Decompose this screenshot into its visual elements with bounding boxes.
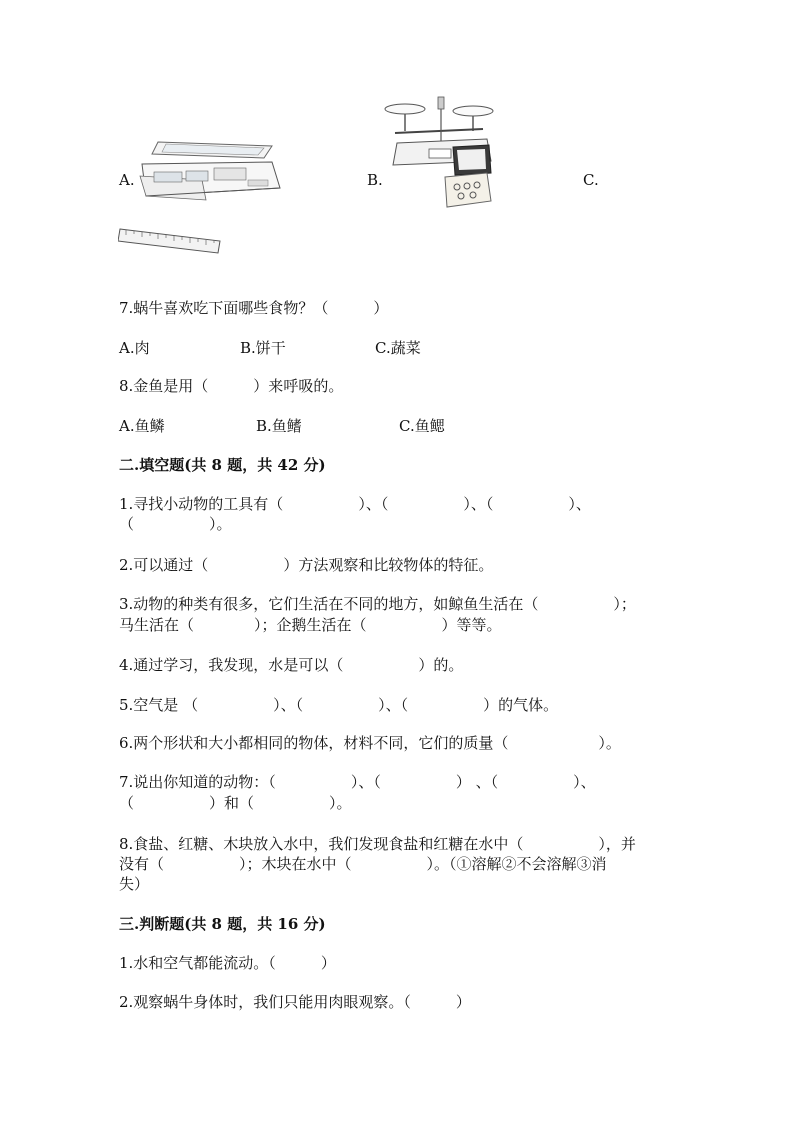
electronic-scale-icon (136, 136, 282, 206)
fill-q1-line2: （ ）。 (119, 515, 232, 533)
question-8-stem: 8.金鱼是用（ ）来呼吸的。 (119, 377, 344, 395)
fill-q7-line1: 7.说出你知道的动物：（ ）、（ ） 、（ ）、 (119, 773, 596, 791)
judge-q1: 1.水和空气都能流动。（ ） (119, 954, 336, 972)
q7-option-b[interactable]: B.饼干 (240, 339, 286, 357)
ruler-icon (118, 225, 222, 255)
q8-option-a[interactable]: A.鱼鳞 (119, 417, 165, 435)
q8-option-c[interactable]: C.鱼鳃 (399, 417, 445, 435)
fill-q6: 6.两个形状和大小都相同的物体，材料不同，它们的质量（ ）。 (119, 734, 621, 752)
fill-q3-line1: 3.动物的种类有很多，它们生活在不同的地方，如鲸鱼生活在（ ）； (119, 595, 636, 613)
q7-option-a[interactable]: A.肉 (119, 339, 150, 357)
fill-q8-line2: 没有（ ）；木块在水中（ ）。（①溶解②不会溶解③消 (119, 855, 607, 873)
section-heading-true-false: 三.判断题(共 8 题，共 16 分) (119, 915, 326, 933)
fill-q7-line2: （ ）和（ ）。 (119, 794, 352, 812)
fill-q3-line2: 马生活在（ ）；企鹅生活在（ ）等等。 (119, 616, 502, 634)
fill-q1-line1: 1.寻找小动物的工具有（ ）、（ ）、（ ）、 (119, 495, 591, 513)
q7-option-c[interactable]: C.蔬菜 (375, 339, 421, 357)
fill-q2: 2.可以通过（ ）方法观察和比较物体的特征。 (119, 556, 494, 574)
fill-q4: 4.通过学习，我发现，水是可以（ ）的。 (119, 656, 464, 674)
section-heading-fill-in: 二.填空题(共 8 题，共 42 分) (119, 456, 326, 474)
q6-option-c[interactable]: C. (583, 171, 599, 189)
fill-q8-line3: 失） (119, 875, 150, 893)
q6-option-b[interactable]: B. (367, 171, 383, 189)
q6-option-a[interactable]: A. (119, 171, 135, 189)
q8-option-b[interactable]: B.鱼鳍 (256, 417, 302, 435)
question-7-stem: 7.蜗牛喜欢吃下面哪些食物？（ ） (119, 299, 389, 317)
judge-q2: 2.观察蜗牛身体时，我们只能用肉眼观察。（ ） (119, 993, 471, 1011)
fill-q8-line1: 8.食盐、红糖、木块放入水中，我们发现食盐和红糖在水中（ ），并 (119, 835, 636, 853)
fill-q5: 5.空气是 （ ）、（ ）、（ ）的气体。 (119, 696, 559, 714)
balance-scale-icon (383, 95, 499, 210)
